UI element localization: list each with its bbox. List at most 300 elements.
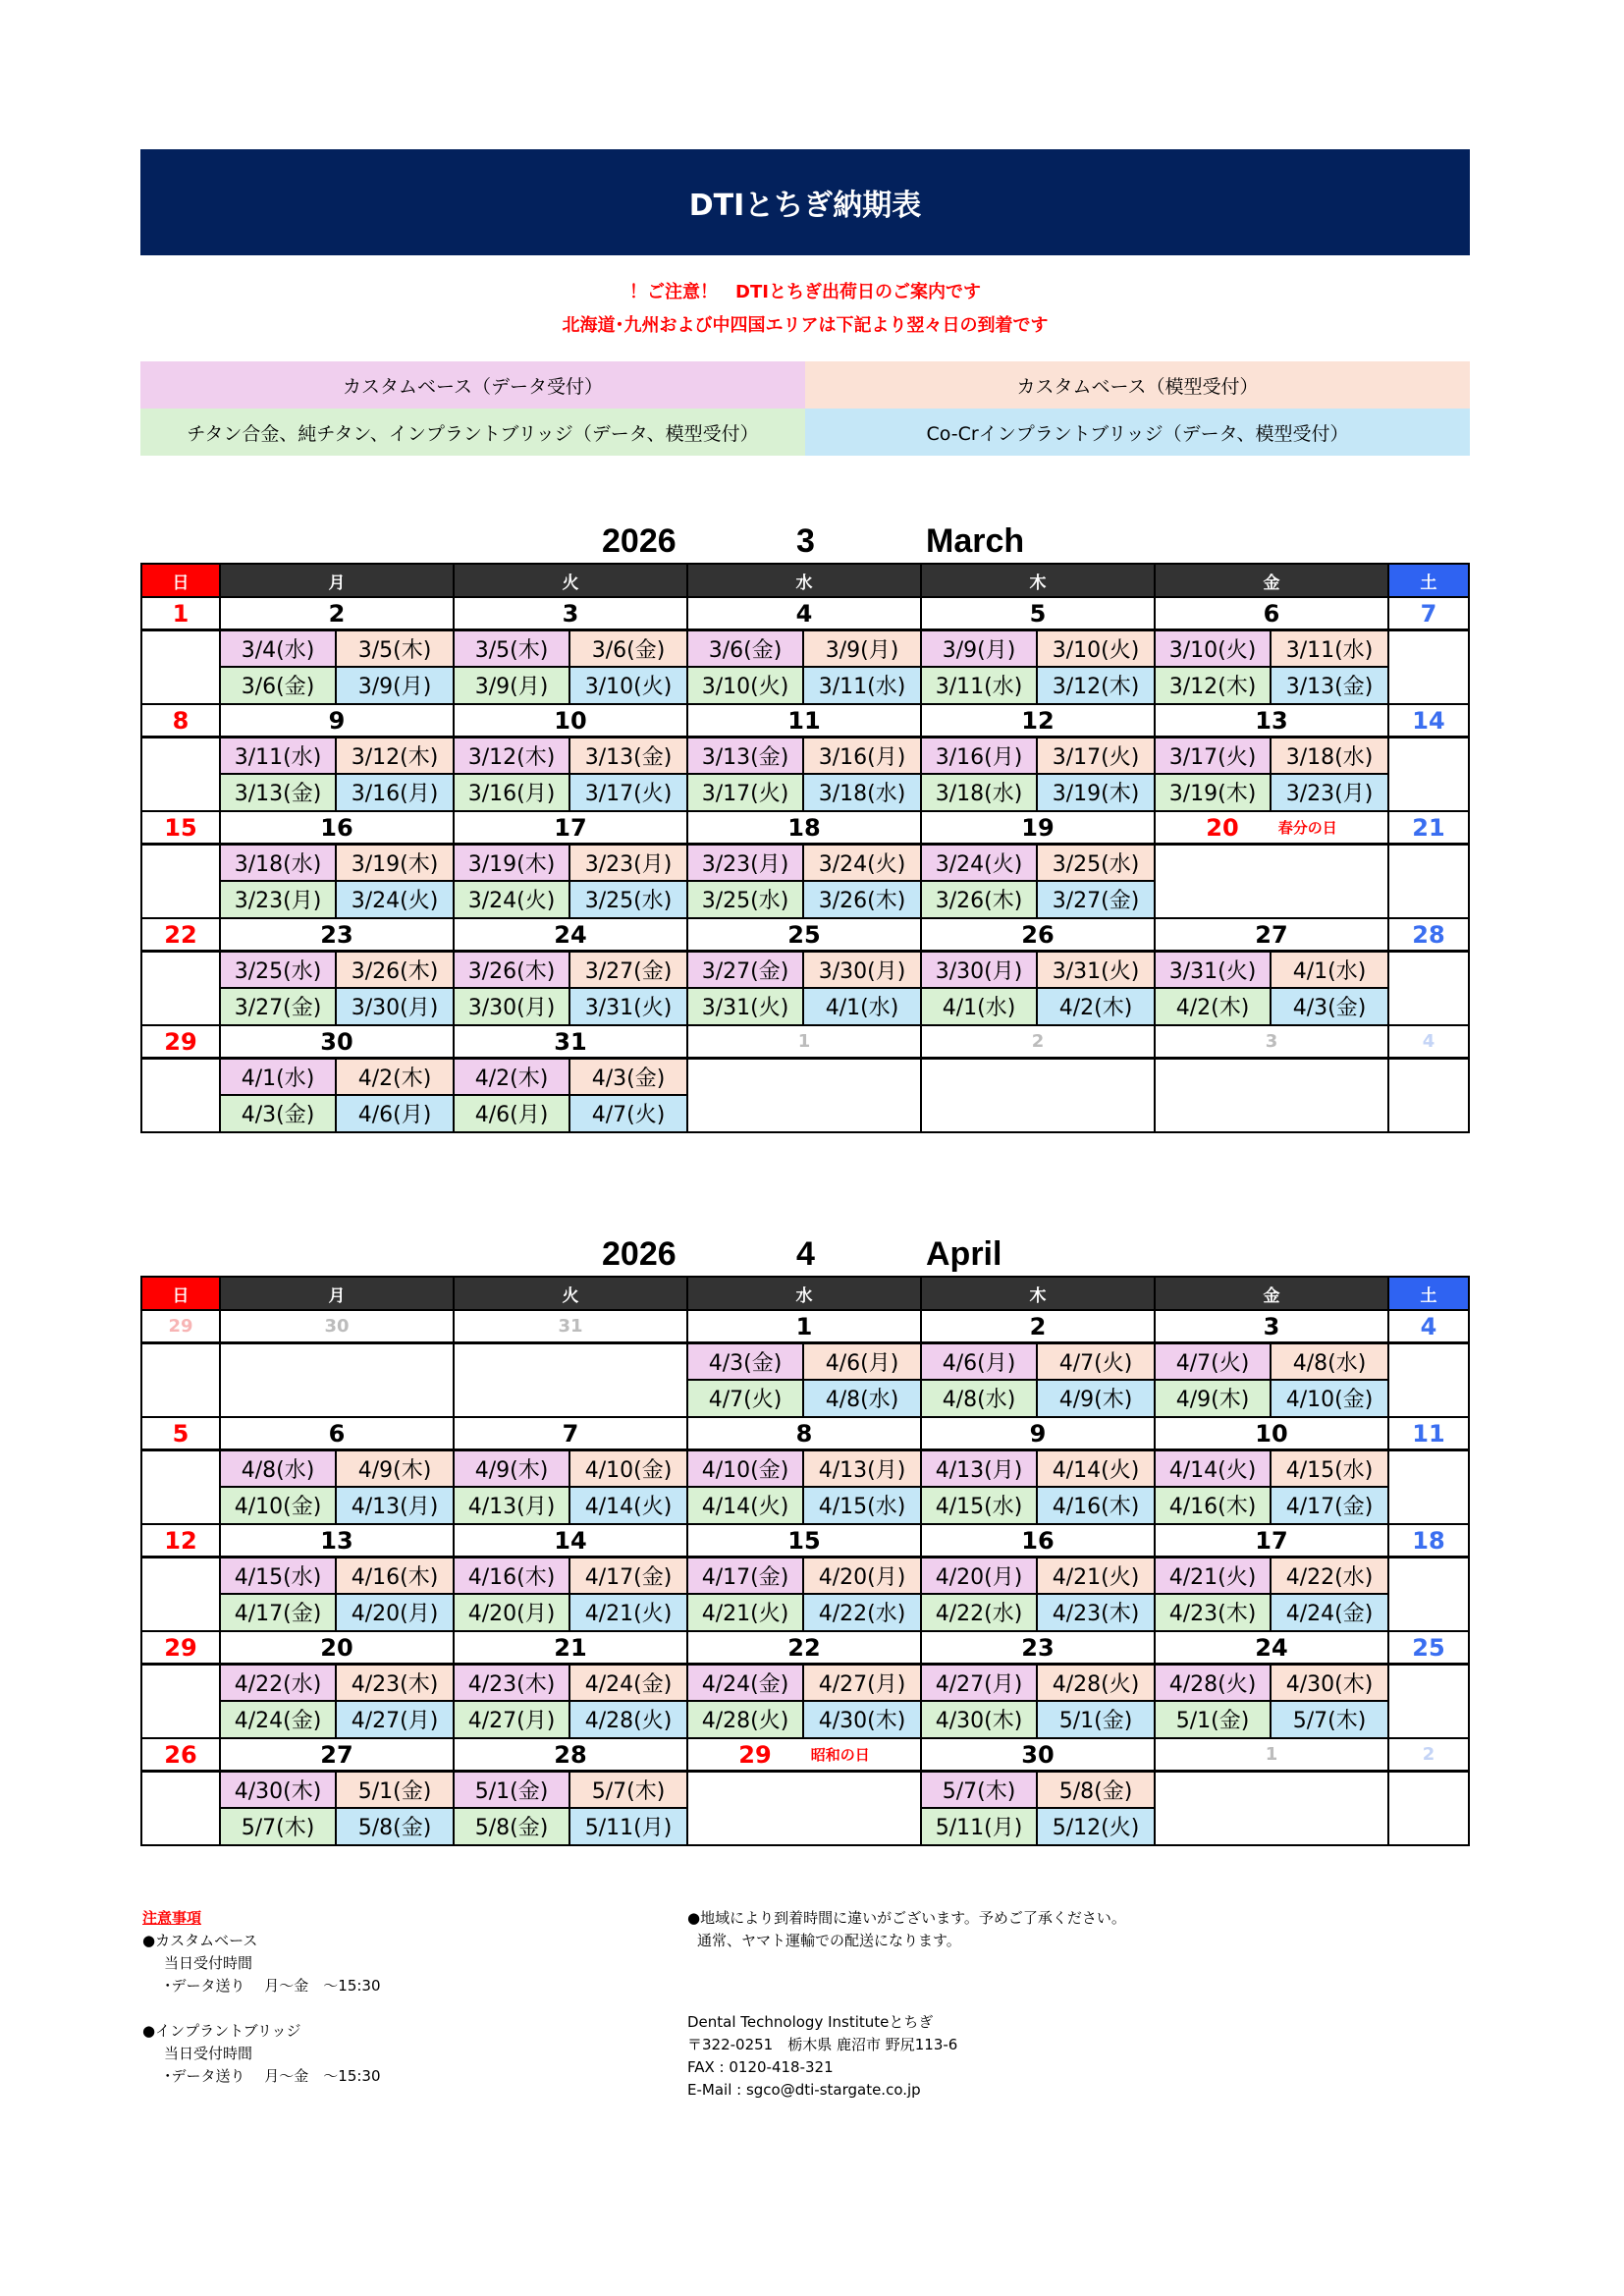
delivery-slots xyxy=(142,1451,221,1523)
delivery-date-green: 3/25(水) xyxy=(688,882,804,918)
date-number: 1 xyxy=(797,1031,811,1052)
date-cell xyxy=(922,1416,1156,1451)
date-cell xyxy=(922,1737,1156,1773)
date-cell xyxy=(142,1309,221,1344)
date-number: 27 xyxy=(320,1740,353,1769)
delivery-date-pink: 3/19(木) xyxy=(455,846,570,882)
date-cell xyxy=(1389,1024,1468,1060)
date-number: 7 xyxy=(562,1419,579,1448)
delivery-date-pink: 3/4(水) xyxy=(221,631,337,668)
delivery-date-pink: 4/7(火) xyxy=(1156,1344,1272,1381)
date-number: 13 xyxy=(320,1526,353,1555)
date-number: 29 xyxy=(738,1740,772,1769)
delivery-date-green: 3/13(金) xyxy=(221,775,337,811)
delivery-date-blue: 3/18(水) xyxy=(804,775,920,811)
note-implant-bridge-title: ●インプラントブリッジ xyxy=(142,2022,301,2040)
date-number: 23 xyxy=(320,920,353,949)
delivery-slots xyxy=(142,953,221,1024)
delivery-date-peach: 3/24(火) xyxy=(804,846,920,882)
delivery-date-blue: 4/16(木) xyxy=(1038,1488,1154,1524)
date-number: 20 xyxy=(1206,813,1239,842)
date-number: 21 xyxy=(554,1633,587,1662)
delivery-date-blue: 3/10(火) xyxy=(570,668,686,704)
delivery-slots xyxy=(142,1344,221,1416)
date-number: 5 xyxy=(172,1419,189,1448)
delivery-slots xyxy=(1156,631,1389,703)
date-cell xyxy=(221,1523,455,1558)
delivery-date-blue: 5/1(金) xyxy=(1038,1702,1154,1738)
date-cell xyxy=(1389,703,1468,738)
delivery-date-peach: 3/18(水) xyxy=(1272,738,1387,775)
delivery-slots xyxy=(1389,631,1468,703)
delivery-date-green: 5/7(木) xyxy=(221,1809,337,1845)
date-number: 5 xyxy=(1029,599,1047,628)
delivery-date-blue: 3/30(月) xyxy=(337,989,453,1025)
date-cell xyxy=(1389,1416,1468,1451)
date-cell xyxy=(455,1024,688,1060)
delivery-slots xyxy=(688,1558,922,1630)
delivery-date-blue: 4/13(月) xyxy=(337,1488,453,1524)
delivery-slots xyxy=(221,1451,455,1523)
date-cell xyxy=(1156,1024,1389,1060)
date-cell xyxy=(221,1630,455,1666)
delivery-date-blue: 4/7(火) xyxy=(570,1096,686,1132)
delivery-date-green: 5/11(月) xyxy=(922,1809,1038,1845)
delivery-date-blue: 3/25(水) xyxy=(570,882,686,918)
company-address: 〒322-0251 栃木県 鹿沼市 野尻113-6 xyxy=(687,2036,958,2053)
delivery-slots xyxy=(922,1773,1156,1844)
calendar-year: 2026 xyxy=(602,522,677,560)
delivery-date-pink: 3/17(火) xyxy=(1156,738,1272,775)
date-cell xyxy=(455,703,688,738)
delivery-date-peach: 5/8(金) xyxy=(1038,1773,1154,1809)
date-number: 27 xyxy=(1255,920,1288,949)
calendar-month-name: April xyxy=(926,1235,1002,1273)
delivery-date-blue: 4/15(水) xyxy=(804,1488,920,1524)
delivery-date-green: 3/9(月) xyxy=(455,668,570,704)
notes-heading: 注意事項 xyxy=(142,1909,202,1927)
delivery-slots xyxy=(221,738,455,810)
delivery-date-blue: 3/13(金) xyxy=(1272,668,1387,704)
delivery-date-blue: 5/11(月) xyxy=(570,1809,686,1845)
date-number: 30 xyxy=(320,1027,353,1056)
delivery-date-blue: 4/14(火) xyxy=(570,1488,686,1524)
date-number: 4 xyxy=(795,599,813,628)
date-number: 26 xyxy=(1021,920,1055,949)
date-number: 28 xyxy=(554,1740,587,1769)
delivery-date-blue: 3/26(木) xyxy=(804,882,920,918)
delivery-date-peach: 4/30(木) xyxy=(1272,1666,1387,1702)
company-name: Dental Technology Instituteとちぎ xyxy=(687,2013,934,2031)
delivery-slots xyxy=(455,1773,688,1844)
date-cell xyxy=(922,1024,1156,1060)
delivery-date-blue: 3/9(月) xyxy=(337,668,453,704)
delivery-date-peach: 4/8(水) xyxy=(1272,1344,1387,1381)
legend-cocr-implant-bridge: Co-Crインプラントブリッジ（データ、模型受付） xyxy=(805,409,1470,456)
calendar-month: 4 xyxy=(796,1235,815,1273)
delivery-slots xyxy=(455,1558,688,1630)
legend-custom-base-data: カスタムベース（データ受付） xyxy=(140,361,805,409)
date-cell xyxy=(688,703,922,738)
date-number: 6 xyxy=(328,1419,346,1448)
delivery-date-green: 5/8(金) xyxy=(455,1809,570,1845)
date-cell xyxy=(455,1737,688,1773)
date-number: 18 xyxy=(787,813,821,842)
date-cell xyxy=(922,596,1156,631)
delivery-date-peach: 3/10(火) xyxy=(1038,631,1154,668)
delivery-date-peach: 3/6(金) xyxy=(570,631,686,668)
company-email[interactable]: E-Mail : sgco@dti-stargate.co.jp xyxy=(687,2081,921,2099)
date-number: 3 xyxy=(562,599,579,628)
date-number: 1 xyxy=(1265,1744,1278,1765)
date-cell xyxy=(142,1024,221,1060)
delivery-date-pink: 5/7(木) xyxy=(922,1773,1038,1809)
delivery-date-blue: 4/9(木) xyxy=(1038,1381,1154,1417)
date-cell xyxy=(221,810,455,846)
delivery-slots xyxy=(922,1558,1156,1630)
weekday-header: 金 xyxy=(1156,565,1389,596)
date-cell xyxy=(688,917,922,953)
delivery-date-green: 3/27(金) xyxy=(221,989,337,1025)
date-cell xyxy=(688,596,922,631)
delivery-date-pink: 4/15(水) xyxy=(221,1558,337,1595)
delivery-date-green: 5/1(金) xyxy=(1156,1702,1272,1738)
delivery-date-peach: 4/6(月) xyxy=(804,1344,920,1381)
delivery-date-blue: 3/23(月) xyxy=(1272,775,1387,811)
delivery-date-pink: 3/10(火) xyxy=(1156,631,1272,668)
delivery-date-peach: 3/16(月) xyxy=(804,738,920,775)
delivery-slots xyxy=(455,1060,688,1131)
delivery-date-pink: 4/1(水) xyxy=(221,1060,337,1096)
delivery-date-green: 4/24(金) xyxy=(221,1702,337,1738)
delivery-date-green: 3/16(月) xyxy=(455,775,570,811)
delivery-date-blue: 3/11(水) xyxy=(804,668,920,704)
delivery-date-pink: 3/24(火) xyxy=(922,846,1038,882)
weekday-header: 火 xyxy=(455,1278,688,1309)
delivery-date-pink: 3/12(木) xyxy=(455,738,570,775)
date-number: 13 xyxy=(1255,706,1288,735)
delivery-date-blue: 3/27(金) xyxy=(1038,882,1154,918)
delivery-date-peach: 4/13(月) xyxy=(804,1451,920,1488)
delivery-date-pink: 3/16(月) xyxy=(922,738,1038,775)
delivery-date-green: 3/30(月) xyxy=(455,989,570,1025)
delivery-date-peach: 4/1(水) xyxy=(1272,953,1387,989)
delivery-date-pink: 4/27(月) xyxy=(922,1666,1038,1702)
date-number: 10 xyxy=(1255,1419,1288,1448)
delivery-date-peach: 3/13(金) xyxy=(570,738,686,775)
delivery-date-pink: 3/30(月) xyxy=(922,953,1038,989)
delivery-date-peach: 3/23(月) xyxy=(570,846,686,882)
date-cell xyxy=(922,1309,1156,1344)
date-cell xyxy=(221,917,455,953)
delivery-slots xyxy=(688,953,922,1024)
delivery-date-pink: 3/6(金) xyxy=(688,631,804,668)
calendar-year: 2026 xyxy=(602,1235,677,1273)
date-number: 3 xyxy=(1265,1031,1278,1052)
weekday-header: 土 xyxy=(1389,1278,1468,1309)
delivery-slots xyxy=(922,953,1156,1024)
date-number: 2 xyxy=(1422,1744,1435,1765)
date-number: 12 xyxy=(1021,706,1055,735)
delivery-slots xyxy=(688,738,922,810)
date-cell xyxy=(142,596,221,631)
date-number: 15 xyxy=(164,813,197,842)
delivery-date-green: 4/20(月) xyxy=(455,1595,570,1631)
delivery-date-pink: 5/1(金) xyxy=(455,1773,570,1809)
delivery-slots xyxy=(142,631,221,703)
date-number: 4 xyxy=(1422,1031,1435,1052)
delivery-slots xyxy=(142,846,221,917)
delivery-date-blue: 4/1(水) xyxy=(804,989,920,1025)
date-cell xyxy=(1156,917,1389,953)
delivery-date-pink: 4/8(水) xyxy=(221,1451,337,1488)
delivery-slots xyxy=(688,846,922,917)
delivery-date-peach: 4/27(月) xyxy=(804,1666,920,1702)
date-cell xyxy=(688,810,922,846)
notice-line-1: ！ご注意！ DTIとちぎ出荷日のご案内です xyxy=(629,282,981,302)
delivery-date-pink: 4/2(木) xyxy=(455,1060,570,1096)
date-number: 30 xyxy=(1021,1740,1055,1769)
delivery-slots xyxy=(142,1558,221,1630)
note-implant-bridge-line2: ･データ送り 月～金 ～15:30 xyxy=(164,2067,381,2085)
delivery-date-pink: 4/22(水) xyxy=(221,1666,337,1702)
delivery-date-pink: 4/16(木) xyxy=(455,1558,570,1595)
date-number: 31 xyxy=(554,1027,587,1056)
delivery-date-green: 4/22(水) xyxy=(922,1595,1038,1631)
date-cell xyxy=(1156,1309,1389,1344)
delivery-date-pink: 4/28(火) xyxy=(1156,1666,1272,1702)
delivery-slots xyxy=(1156,953,1389,1024)
delivery-date-pink: 3/26(木) xyxy=(455,953,570,989)
delivery-date-blue: 4/2(木) xyxy=(1038,989,1154,1025)
date-cell xyxy=(1389,1630,1468,1666)
note-custom-base-title: ●カスタムベース xyxy=(142,1932,258,1949)
date-cell xyxy=(1156,1523,1389,1558)
date-cell xyxy=(688,1630,922,1666)
date-number: 22 xyxy=(787,1633,821,1662)
delivery-slots xyxy=(922,1451,1156,1523)
date-cell xyxy=(1156,1630,1389,1666)
date-cell xyxy=(455,596,688,631)
date-number: 16 xyxy=(1021,1526,1055,1555)
delivery-date-peach: 3/19(木) xyxy=(337,846,453,882)
delivery-date-peach: 4/15(水) xyxy=(1272,1451,1387,1488)
date-number: 8 xyxy=(172,706,189,735)
date-cell xyxy=(142,1630,221,1666)
date-cell xyxy=(455,1523,688,1558)
delivery-date-blue: 4/3(金) xyxy=(1272,989,1387,1025)
delivery-date-blue: 4/8(水) xyxy=(804,1381,920,1417)
delivery-date-pink: 4/9(木) xyxy=(455,1451,570,1488)
date-number: 2 xyxy=(1031,1031,1045,1052)
delivery-date-peach: 4/16(木) xyxy=(337,1558,453,1595)
delivery-slots xyxy=(688,631,922,703)
date-cell xyxy=(221,703,455,738)
delivery-date-green: 3/6(金) xyxy=(221,668,337,704)
delivery-date-peach: 4/17(金) xyxy=(570,1558,686,1595)
date-number: 1 xyxy=(172,599,189,628)
delivery-date-green: 3/31(火) xyxy=(688,989,804,1025)
march-calendar-title xyxy=(140,522,1470,562)
delivery-date-blue: 4/6(月) xyxy=(337,1096,453,1132)
date-number: 9 xyxy=(328,706,346,735)
date-number: 11 xyxy=(1412,1419,1445,1448)
delivery-slots xyxy=(221,1060,455,1131)
delivery-slots xyxy=(1389,1666,1468,1737)
date-number: 29 xyxy=(168,1316,193,1337)
date-cell xyxy=(1389,1523,1468,1558)
date-number: 1 xyxy=(795,1312,813,1340)
delivery-slots xyxy=(922,1666,1156,1737)
date-number: 29 xyxy=(164,1633,197,1662)
delivery-slots xyxy=(455,1451,688,1523)
delivery-date-blue: 4/28(火) xyxy=(570,1702,686,1738)
delivery-date-peach: 5/1(金) xyxy=(337,1773,453,1809)
delivery-date-green: 3/26(木) xyxy=(922,882,1038,918)
legend-custom-base-model: カスタムベース（模型受付） xyxy=(805,361,1470,409)
delivery-date-green: 4/9(木) xyxy=(1156,1381,1272,1417)
date-cell xyxy=(221,1737,455,1773)
delivery-slots xyxy=(1389,846,1468,917)
date-cell xyxy=(922,1523,1156,1558)
delivery-slots xyxy=(1156,846,1389,917)
date-number: 8 xyxy=(795,1419,813,1448)
delivery-date-peach: 3/27(金) xyxy=(570,953,686,989)
date-number: 6 xyxy=(1263,599,1280,628)
delivery-date-peach: 4/14(火) xyxy=(1038,1451,1154,1488)
delivery-slots xyxy=(1389,1558,1468,1630)
delivery-date-pink: 4/14(火) xyxy=(1156,1451,1272,1488)
delivery-date-peach: 3/25(水) xyxy=(1038,846,1154,882)
date-number: 16 xyxy=(320,813,353,842)
weekday-header: 日 xyxy=(142,1278,221,1309)
delivery-date-peach: 4/24(金) xyxy=(570,1666,686,1702)
date-cell xyxy=(142,1416,221,1451)
company-info xyxy=(687,2011,957,2102)
date-cell xyxy=(1389,1737,1468,1773)
delivery-date-green: 4/3(金) xyxy=(221,1096,337,1132)
delivery-date-blue: 4/17(金) xyxy=(1272,1488,1387,1524)
date-number: 22 xyxy=(164,920,197,949)
march-calendar xyxy=(140,563,1470,1133)
date-cell xyxy=(688,1416,922,1451)
date-cell xyxy=(221,1309,455,1344)
date-number: 24 xyxy=(554,920,587,949)
date-cell xyxy=(142,917,221,953)
delivery-date-blue: 5/7(木) xyxy=(1272,1702,1387,1738)
notice-line-2: 北海道･九州および中四国エリアは下記より翌々日の到着です xyxy=(562,315,1049,336)
delivery-slots xyxy=(922,1060,1156,1131)
delivery-date-peach: 4/22(水) xyxy=(1272,1558,1387,1595)
weekday-header: 月 xyxy=(221,565,455,596)
delivery-date-green: 4/23(木) xyxy=(1156,1595,1272,1631)
date-cell xyxy=(922,917,1156,953)
weekday-header: 日 xyxy=(142,565,221,596)
date-cell xyxy=(922,703,1156,738)
weekday-header: 月 xyxy=(221,1278,455,1309)
delivery-slots xyxy=(221,846,455,917)
date-number: 18 xyxy=(1412,1526,1445,1555)
weekday-header: 火 xyxy=(455,565,688,596)
delivery-date-peach: 4/20(月) xyxy=(804,1558,920,1595)
delivery-slots xyxy=(455,1344,688,1416)
delivery-date-green: 4/17(金) xyxy=(221,1595,337,1631)
date-cell xyxy=(142,1737,221,1773)
date-number: 14 xyxy=(1412,706,1445,735)
holiday-label: 春分の日 xyxy=(1277,819,1337,837)
note-custom-base-line1: 当日受付時間 xyxy=(164,1954,253,1972)
weekday-header: 金 xyxy=(1156,1278,1389,1309)
delivery-date-green: 3/17(火) xyxy=(688,775,804,811)
date-cell xyxy=(221,1024,455,1060)
color-legend xyxy=(140,361,1470,456)
delivery-date-pink: 4/10(金) xyxy=(688,1451,804,1488)
delivery-slots xyxy=(688,1451,922,1523)
delivery-date-blue: 3/31(火) xyxy=(570,989,686,1025)
delivery-date-blue: 5/12(火) xyxy=(1038,1809,1154,1845)
delivery-slots xyxy=(922,631,1156,703)
delivery-date-peach: 3/11(水) xyxy=(1272,631,1387,668)
delivery-date-pink: 3/18(水) xyxy=(221,846,337,882)
delivery-slots xyxy=(221,1558,455,1630)
delivery-date-peach: 4/3(金) xyxy=(570,1060,686,1096)
delivery-date-peach: 3/5(木) xyxy=(337,631,453,668)
delivery-slots xyxy=(922,846,1156,917)
delivery-slots xyxy=(1156,1666,1389,1737)
weekday-header: 土 xyxy=(1389,565,1468,596)
delivery-date-green: 3/11(水) xyxy=(922,668,1038,704)
delivery-date-peach: 4/21(火) xyxy=(1038,1558,1154,1595)
delivery-date-peach: 5/7(木) xyxy=(570,1773,686,1809)
date-number: 25 xyxy=(1412,1633,1445,1662)
delivery-slots xyxy=(455,1666,688,1737)
delivery-date-peach: 4/23(木) xyxy=(337,1666,453,1702)
date-number: 2 xyxy=(328,599,346,628)
delivery-slots xyxy=(142,738,221,810)
delivery-date-blue: 4/24(金) xyxy=(1272,1595,1387,1631)
delivery-date-green: 3/24(火) xyxy=(455,882,570,918)
april-calendar-title xyxy=(140,1235,1470,1275)
note-custom-base-line2: ･データ送り 月～金 ～15:30 xyxy=(164,1977,381,1995)
delivery-date-green: 4/15(水) xyxy=(922,1488,1038,1524)
delivery-slots xyxy=(455,631,688,703)
weekday-header: 木 xyxy=(922,1278,1156,1309)
delivery-date-pink: 4/3(金) xyxy=(688,1344,804,1381)
notes-right xyxy=(687,1907,1126,1952)
date-cell xyxy=(455,810,688,846)
date-number: 21 xyxy=(1412,813,1445,842)
date-number: 9 xyxy=(1029,1419,1047,1448)
date-cell xyxy=(142,703,221,738)
date-number: 19 xyxy=(1021,813,1055,842)
delivery-date-green: 3/19(木) xyxy=(1156,775,1272,811)
delivery-slots xyxy=(142,1773,221,1844)
date-cell xyxy=(1389,810,1468,846)
delivery-slots xyxy=(1389,1060,1468,1131)
delivery-slots xyxy=(1389,1344,1468,1416)
delivery-slots xyxy=(455,738,688,810)
delivery-date-peach: 4/9(木) xyxy=(337,1451,453,1488)
delivery-date-green: 4/16(木) xyxy=(1156,1488,1272,1524)
date-cell xyxy=(221,1416,455,1451)
date-cell xyxy=(1156,1416,1389,1451)
weekday-header: 水 xyxy=(688,565,922,596)
holiday-label: 昭和の日 xyxy=(810,1746,870,1764)
date-number: 11 xyxy=(787,706,821,735)
delivery-date-green: 4/8(水) xyxy=(922,1381,1038,1417)
delivery-slots xyxy=(455,953,688,1024)
delivery-date-blue: 5/8(金) xyxy=(337,1809,453,1845)
